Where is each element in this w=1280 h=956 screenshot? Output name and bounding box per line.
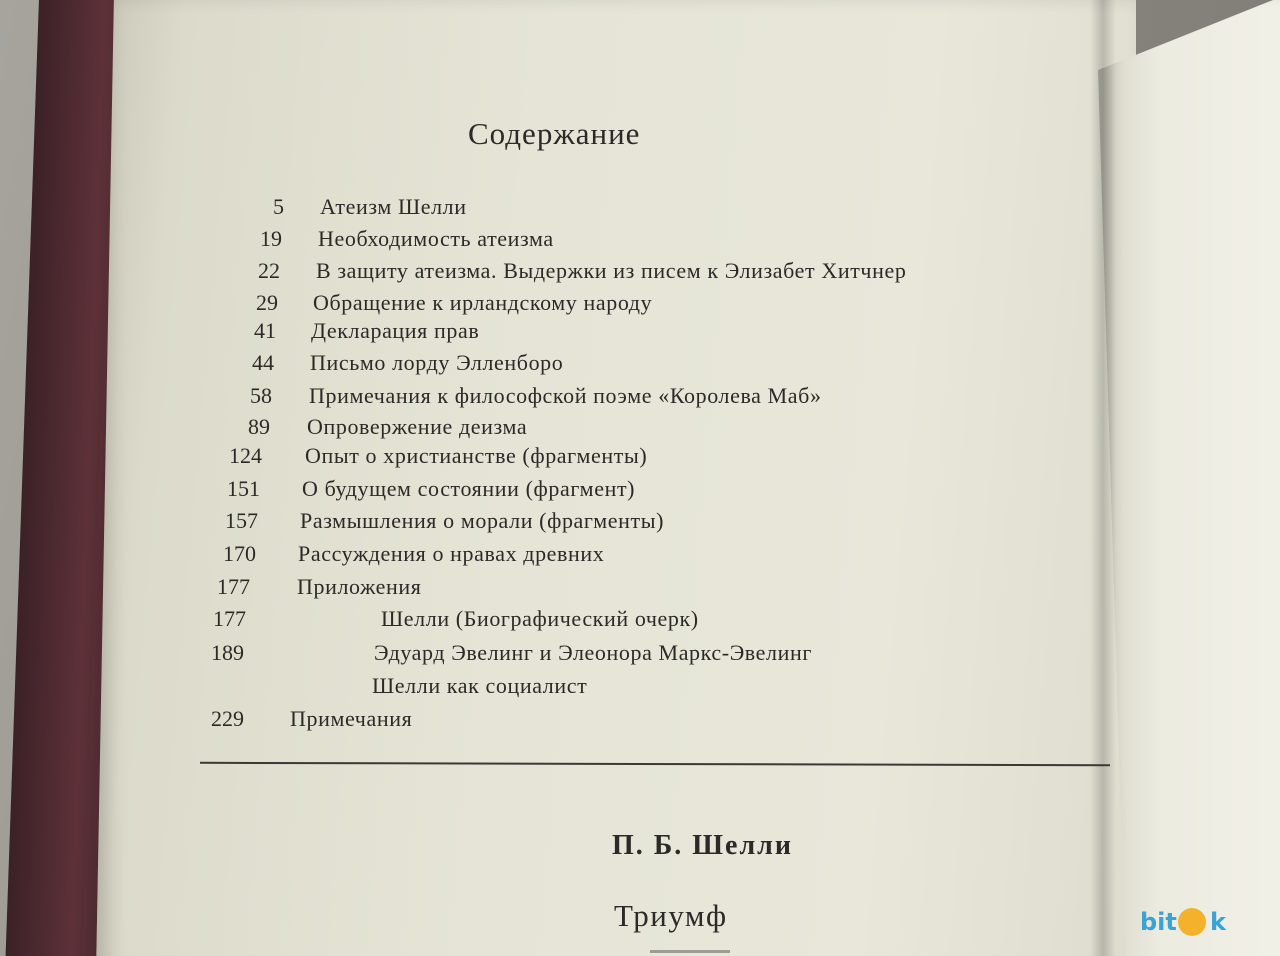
watermark-text-right: k [1210, 908, 1226, 936]
toc-entry-text: О будущем состоянии (фрагмент) [302, 476, 636, 501]
toc-page-number: 89 [248, 414, 270, 439]
watermark [1140, 904, 1272, 944]
toc-entry-text: Атеизм Шелли [320, 194, 467, 219]
toc-entry-text: Опровержение деизма [307, 414, 528, 439]
cut-off-text-fragment [650, 950, 730, 953]
toc-entry-text: Примечания к философской поэме «Королева Маб» [309, 383, 822, 408]
toc-entry-text: Примечания [290, 706, 413, 731]
toc-entry-text: Эдуард Эвелинг и Элеонора Маркс-Эвелинг [374, 640, 812, 665]
toc-page-number: 41 [254, 318, 276, 343]
toc-page-number: 19 [260, 226, 282, 251]
toc-entry-text: Опыт о христианстве (фрагменты) [305, 443, 648, 468]
toc-page-number: 189 [211, 640, 244, 665]
toc-entry-text: Декларация прав [311, 318, 480, 343]
toc-page-number: 151 [227, 476, 260, 501]
toc-title: Содержание [468, 116, 641, 151]
toc-page-number: 177 [217, 574, 250, 599]
toc-page-number: 5 [273, 194, 284, 219]
toc-entry-text: Шелли (Биографический очерк) [381, 606, 699, 631]
author-name: П. Б. Шелли [612, 830, 794, 861]
toc-page-number: 44 [252, 350, 274, 375]
toc-page-number: 177 [213, 606, 246, 631]
toc-entry-text: Приложения [297, 574, 422, 599]
toc-page-number: 58 [250, 383, 272, 408]
toc-page-number: 124 [229, 443, 262, 468]
next-page-edge [1098, 0, 1280, 956]
watermark-logo-icon [1178, 908, 1206, 936]
toc-entry-text: Размышления о морали (фрагменты) [300, 508, 665, 533]
toc-entry-text: Обращение к ирландскому народу [313, 290, 653, 315]
toc-entry-text: Шелли как социалист [372, 673, 588, 698]
watermark-text-left: bit [1140, 908, 1177, 936]
toc-page-number: 29 [256, 290, 278, 315]
toc-entry-text: Необходимость атеизма [318, 226, 554, 251]
toc-page-number: 229 [211, 706, 244, 731]
next-book-title: Триумф [614, 898, 728, 933]
toc-entry-text: Письмо лорду Элленборо [310, 350, 564, 375]
toc-page-number: 157 [225, 508, 258, 533]
page-gutter-shadow [1090, 0, 1116, 956]
toc-page-number: 170 [223, 541, 256, 566]
toc-page-number: 22 [258, 258, 280, 283]
toc-entry-text: Рассуждения о нравах древних [298, 541, 605, 566]
toc-entry-text: В защиту атеизма. Выдержки из писем к Элизабет Хитчнер [316, 258, 907, 283]
